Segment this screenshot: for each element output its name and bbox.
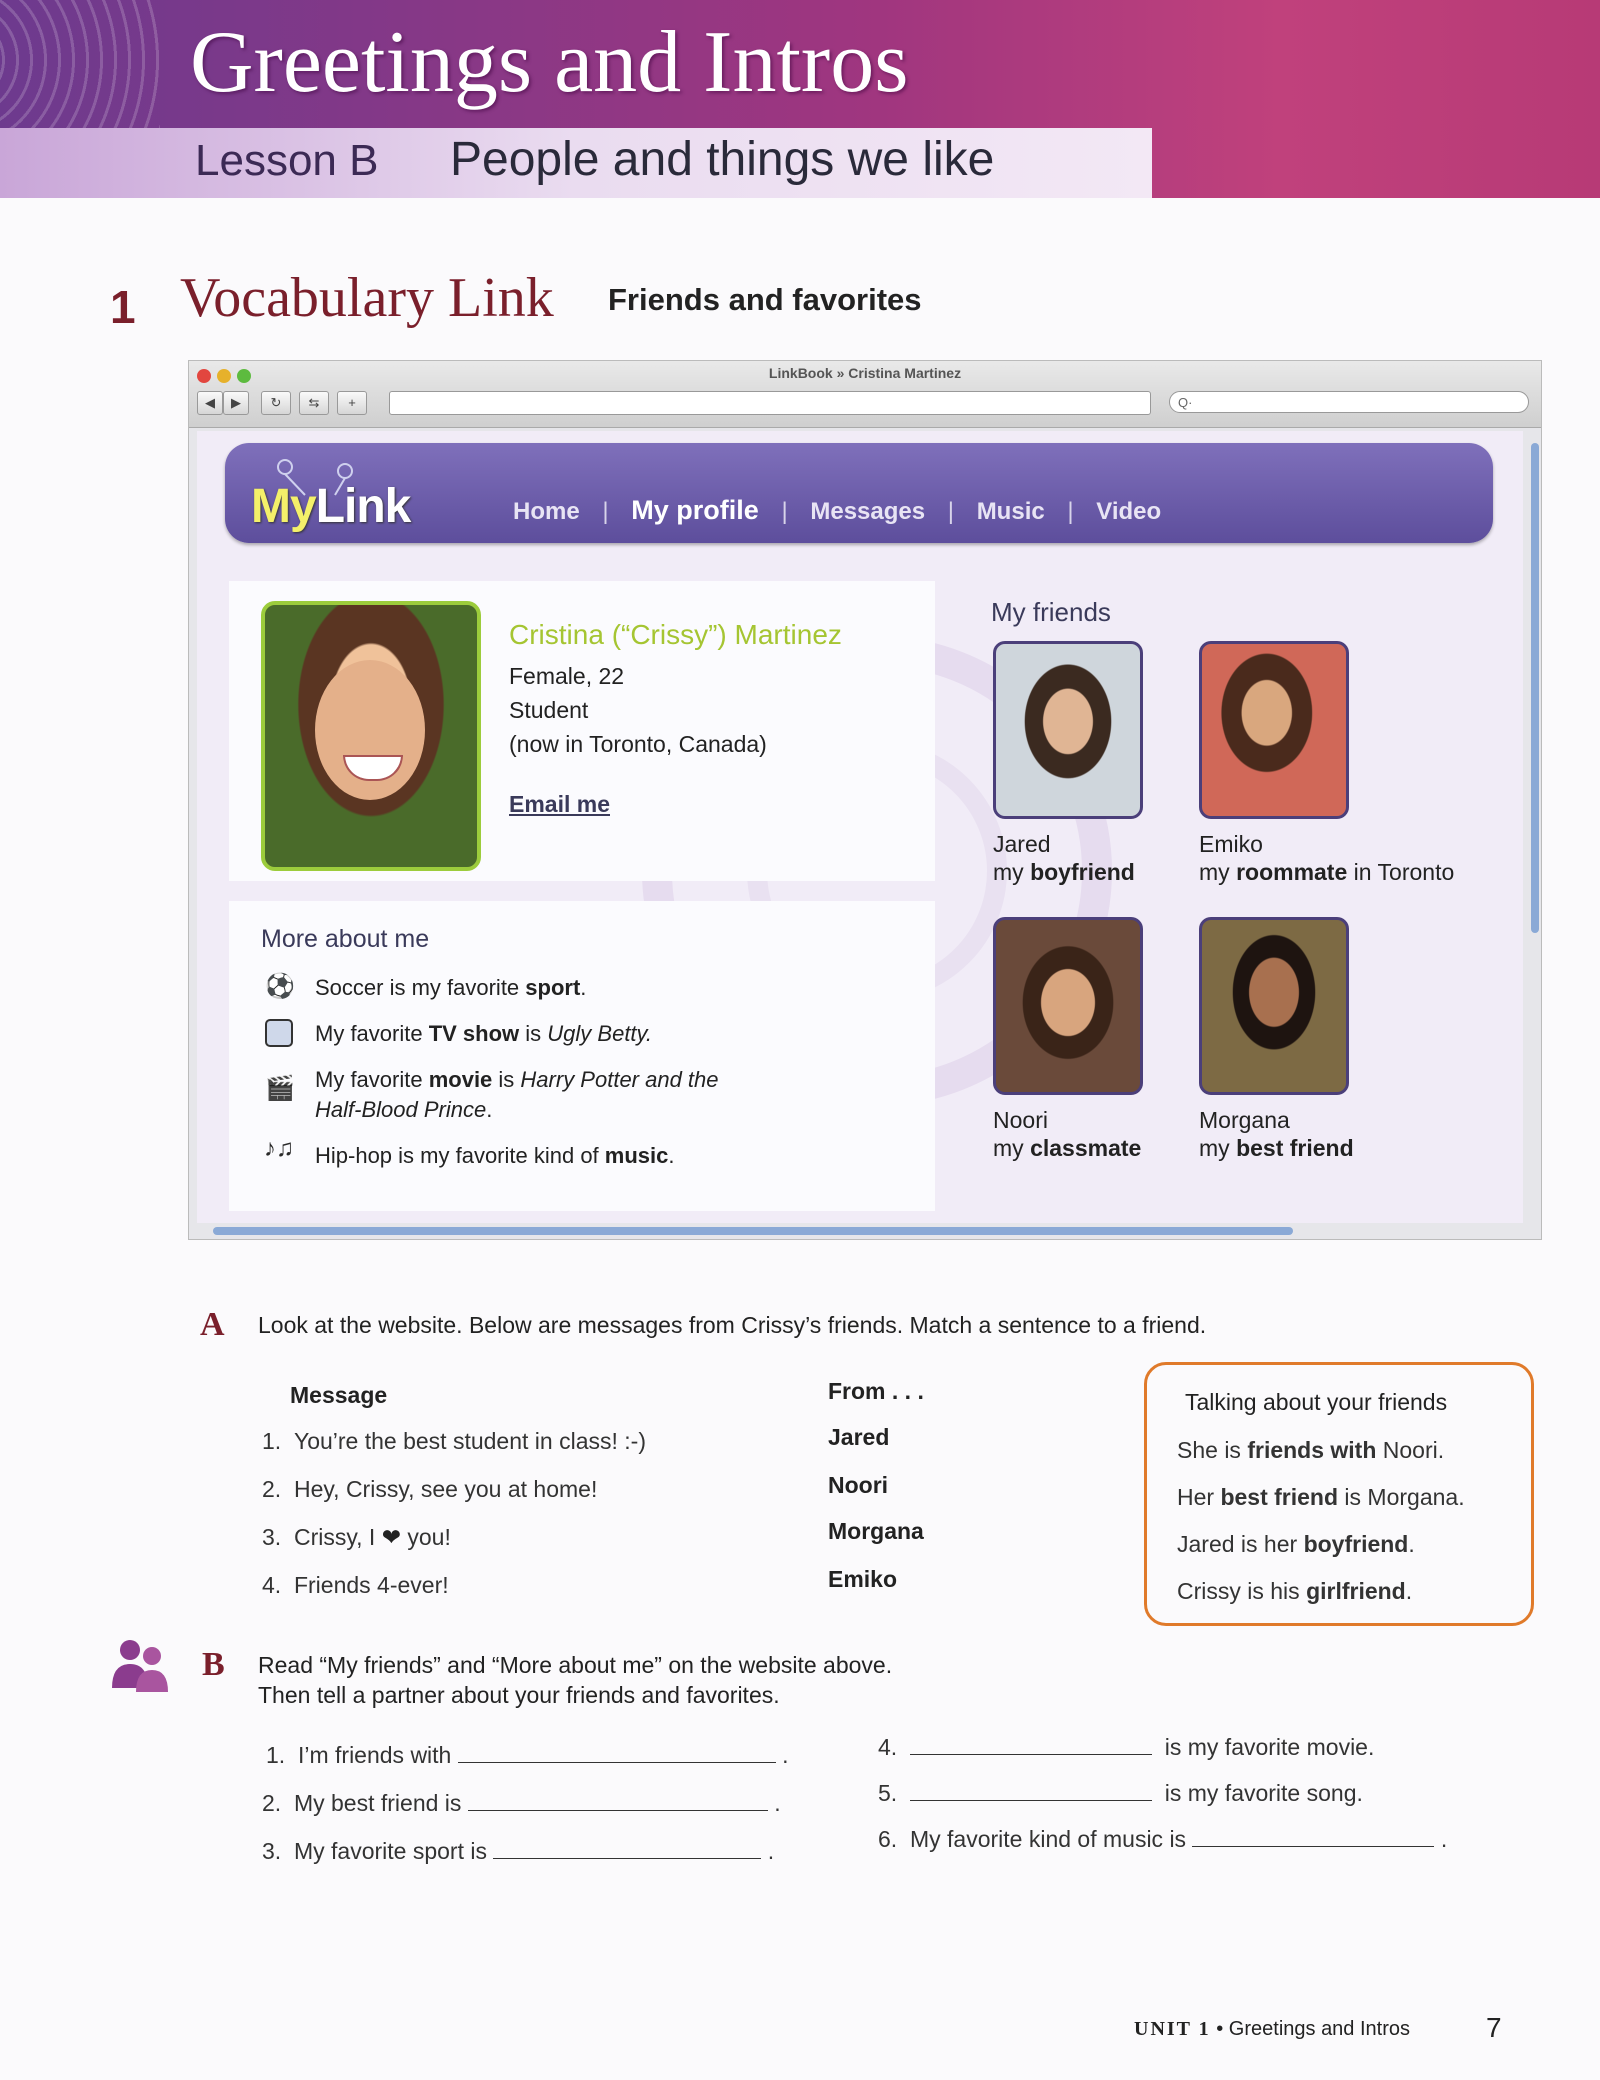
more-item-movie: My favorite movie is Harry Potter and the (315, 1067, 719, 1092)
mylink-logo[interactable]: MyLink (251, 480, 411, 533)
answer-blank-5[interactable] (910, 1799, 1152, 1801)
from-noori: Noori (828, 1472, 889, 1498)
blank-item-2: 2. My best friend is . (262, 1790, 781, 1816)
browser-toolbar (189, 361, 1541, 428)
lesson-title: People and things we like (450, 133, 995, 186)
menu-separator: | (947, 498, 955, 525)
menu-video[interactable]: Video (1096, 498, 1162, 525)
message-4: 4. Friends 4-ever! (262, 1572, 449, 1598)
answer-blank-2[interactable] (468, 1809, 768, 1811)
friend-name-noori: Noori (993, 1107, 1048, 1133)
blank-item-3: 3. My favorite sport is . (262, 1838, 775, 1864)
blank-item-6: 6. My favorite kind of music is . (878, 1826, 1448, 1852)
blank-item-4: 4. is my favorite movie. (878, 1734, 1375, 1760)
answer-blank-4[interactable] (910, 1753, 1152, 1755)
blank-item-1: 1. I’m friends with . (266, 1742, 789, 1768)
menu-my-profile[interactable]: My profile (631, 495, 759, 525)
banner-bottom-edge (0, 198, 1600, 228)
pair-work-icon (108, 1636, 172, 1696)
forward-arrow-icon[interactable]: ▶ (223, 391, 249, 415)
friend-name-emiko: Emiko (1199, 831, 1263, 857)
answer-blank-3[interactable] (493, 1857, 761, 1859)
friend-name-morgana: Morgana (1199, 1107, 1290, 1133)
friend-photo-jared[interactable] (993, 641, 1143, 819)
email-me-link[interactable]: Email me (509, 791, 610, 817)
more-item-movie-line2: Half-Blood Prince. (315, 1097, 493, 1122)
exercise-a-instruction: Look at the website. Below are messages from Crissy’s friends. Match a sentence to a friend. (258, 1312, 1207, 1338)
message-column-header: Message (290, 1382, 388, 1408)
menu-home[interactable]: Home (513, 498, 580, 525)
back-arrow-icon[interactable]: ◀ (197, 391, 223, 415)
section-number: 1 (110, 281, 136, 333)
lesson-label: Lesson B (195, 136, 379, 185)
exercise-b-instruction-1: Read “My friends” and “More about me” on the website above. (258, 1652, 893, 1678)
site-menu (505, 495, 1169, 526)
friend-rel-emiko: my roommate in Toronto (1199, 859, 1455, 885)
exercise-a-letter: A (200, 1306, 225, 1343)
page-number: 7 (1486, 2012, 1502, 2043)
message-2: 2. Hey, Crissy, see you at home! (262, 1476, 598, 1502)
vertical-scrollbar[interactable] (1531, 443, 1539, 933)
profile-name: Cristina (“Crissy”) Martinez (509, 619, 842, 650)
profile-photo (261, 601, 481, 871)
menu-separator: | (602, 498, 609, 525)
menu-music[interactable]: Music (976, 498, 1045, 525)
profile-location: (now in Toronto, Canada) (509, 731, 767, 757)
friend-rel-noori: my classmate (993, 1135, 1142, 1161)
window-title: LinkBook » Cristina Martinez (768, 365, 962, 381)
soccer-ball-icon: ⚽ (265, 973, 295, 1000)
from-emiko: Emiko (828, 1566, 898, 1592)
tip-line-3: Jared is her boyfriend. (1177, 1531, 1415, 1557)
tip-line-1: She is friends with Noori. (1177, 1437, 1445, 1463)
site-nav-bar (225, 443, 1493, 543)
clapperboard-icon: 🎬 (265, 1075, 295, 1102)
heart-icon: ❤ (381, 1524, 401, 1550)
friend-photo-morgana[interactable] (1199, 917, 1349, 1095)
my-friends-title: My friends (991, 597, 1111, 627)
tip-line-4: Crissy is his girlfriend. (1177, 1578, 1413, 1604)
reload-icon[interactable]: ↻ (261, 391, 291, 415)
tip-line-2: Her best friend is Morgana. (1177, 1484, 1465, 1510)
exercise-b-letter: B (202, 1646, 225, 1683)
address-bar[interactable] (389, 391, 1151, 415)
section-subtitle: Friends and favorites (608, 282, 922, 317)
tv-icon (265, 1019, 293, 1047)
page-title: Greetings and Intros (190, 14, 909, 111)
menu-separator: | (1067, 498, 1074, 525)
from-morgana: Morgana (828, 1518, 924, 1544)
page-footer: UNIT 1 • Greetings and Intros (1134, 2018, 1411, 2040)
browser-window (188, 360, 1542, 1240)
more-item-tv: My favorite TV show is Ugly Betty. (315, 1021, 653, 1046)
friend-name-jared: Jared (993, 831, 1051, 857)
answer-blank-1[interactable] (458, 1761, 776, 1763)
tip-box-title: Talking about your friends (1185, 1389, 1448, 1415)
friend-photo-noori[interactable] (993, 917, 1143, 1095)
friend-rel-jared: my boyfriend (993, 859, 1135, 885)
menu-messages[interactable]: Messages (810, 498, 926, 525)
more-item-music: Hip-hop is my favorite kind of music. (315, 1143, 675, 1168)
from-jared: Jared (828, 1424, 890, 1450)
profile-gender-age: Female, 22 (509, 663, 625, 689)
from-column-header: From . . . (828, 1378, 924, 1404)
exercise-b-instruction-2: Then tell a partner about your friends and favorites. (258, 1682, 780, 1708)
menu-separator: | (781, 498, 788, 525)
search-input[interactable]: Q· (1169, 391, 1529, 413)
profile-occupation: Student (509, 697, 589, 723)
friend-rel-morgana: my best friend (1199, 1135, 1354, 1161)
blank-item-5: 5. is my favorite song. (878, 1780, 1363, 1806)
more-about-title: More about me (261, 925, 430, 953)
bookmark-icon[interactable]: ⇆ (299, 391, 329, 415)
add-tab-icon[interactable]: + (337, 391, 367, 415)
more-item-sport: Soccer is my favorite sport. (315, 975, 587, 1000)
talking-about-friends-box (1144, 1362, 1534, 1626)
horizontal-scrollbar[interactable] (213, 1227, 1293, 1235)
music-notes-icon: ♪♫ (264, 1135, 294, 1162)
section-title: Vocabulary Link (180, 267, 554, 329)
friend-photo-emiko[interactable] (1199, 641, 1349, 819)
message-1: 1. You’re the best student in class! :-) (262, 1428, 646, 1454)
message-3: 3. Crissy, I ❤ you! (262, 1524, 451, 1550)
answer-blank-6[interactable] (1192, 1845, 1434, 1847)
